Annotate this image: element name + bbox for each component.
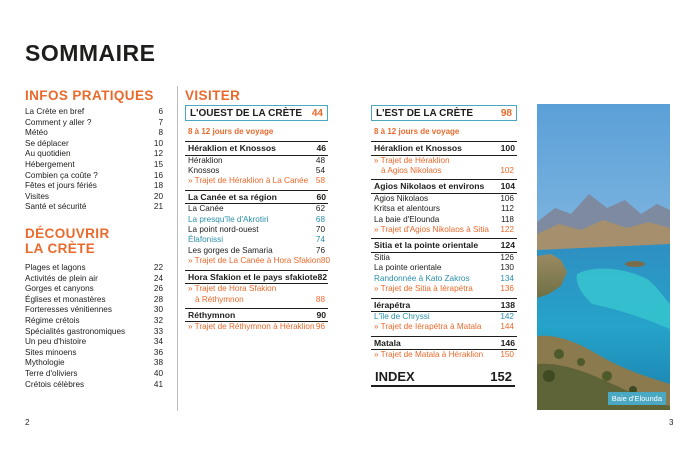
toc-item[interactable]: Gorges et canyons 26 [25, 284, 163, 294]
est-days: 8 à 12 jours de voyage [374, 127, 460, 136]
toc-item[interactable]: Églises et monastères 28 [25, 294, 163, 304]
toc-item[interactable]: Terre d'oliviers 40 [25, 368, 163, 378]
column-divider [177, 86, 178, 411]
toc-item[interactable]: Au quotidien 12 [25, 149, 163, 159]
toc-item[interactable]: Knossos 54 [188, 165, 325, 175]
subsection-header[interactable]: Matala 146 [371, 336, 517, 351]
index-entry[interactable]: INDEX 152 [371, 369, 515, 387]
subsection-header[interactable]: Réthymnon 90 [185, 308, 328, 323]
toc-item[interactable]: Mythologie 38 [25, 358, 163, 368]
toc-item[interactable]: Régime crétois 32 [25, 315, 163, 325]
toc-item[interactable]: Fêtes et jours fériés 18 [25, 181, 163, 191]
bay-photo [537, 104, 670, 410]
toc-item[interactable]: La point nord-ouest 70 [188, 225, 325, 235]
route-item[interactable]: » Trajet de La Canée à Hora Sfakion 80 [188, 256, 331, 266]
route-item[interactable]: » Trajet d'Agios Nikolaos à Sitia 122 [374, 225, 514, 235]
toc-item[interactable]: La pointe orientale 130 [374, 263, 514, 273]
toc-item[interactable]: Forteresses vénitiennes 30 [25, 305, 163, 315]
toc-item[interactable]: Comment y aller ? 7 [25, 117, 163, 127]
toc-item[interactable]: La Canée 62 [188, 204, 325, 214]
page-number-right: 3 [669, 418, 674, 427]
decouvrir-section [25, 226, 163, 390]
route-item[interactable]: » Trajet de Sitia à Iérapétra 136 [374, 284, 514, 294]
highlight-item[interactable]: L'île de Chryssi 142 [374, 312, 514, 322]
bay-illustration [537, 104, 670, 410]
subsection-header[interactable]: Agios Nikolaos et environs 104 [371, 179, 517, 194]
toc-item[interactable]: Sitia 126 [374, 252, 514, 262]
toc-item[interactable]: Plages et lagons 22 [25, 263, 163, 272]
toc-item[interactable]: La baie d'Elounda 118 [374, 214, 514, 224]
ouest-section [185, 105, 331, 333]
page-number-left: 2 [25, 418, 30, 427]
subsection-header[interactable]: Héraklion et Knossos 46 [185, 141, 328, 156]
est-section [371, 105, 517, 361]
toc-item[interactable]: Hébergement 15 [25, 159, 163, 169]
est-region-header[interactable]: L'EST DE LA CRÈTE 98 [371, 105, 517, 121]
ouest-days: 8 à 12 jours de voyage [188, 127, 274, 136]
toc-item[interactable]: Crétois célèbres 41 [25, 379, 163, 389]
toc-item[interactable]: Héraklion 48 [188, 155, 325, 165]
page-title: SOMMAIRE [25, 40, 156, 66]
visiter-heading: VISITER [185, 88, 241, 103]
infos-pratiques-heading: INFOS PRATIQUES [25, 88, 154, 103]
ouest-region-header[interactable]: L'OUEST DE LA CRÈTE 44 [185, 105, 328, 121]
toc-item[interactable]: Combien ça coûte ? 16 [25, 170, 163, 180]
highlight-item[interactable]: Élafonissi 74 [188, 235, 325, 245]
infos-pratiques-section [25, 88, 163, 213]
toc-item[interactable]: Météo 8 [25, 128, 163, 138]
photo-caption: Baie d'Elounda [608, 392, 666, 405]
toc-item[interactable]: Kritsa et alentours 112 [374, 204, 514, 214]
route-item-continued[interactable]: à Agios Nikolaos 102 [381, 165, 514, 175]
toc-item[interactable]: La Crète en bref 6 [25, 107, 163, 116]
toc-item[interactable]: Un peu d'histoire 34 [25, 337, 163, 347]
toc-item[interactable]: Spécialités gastronomiques 33 [25, 326, 163, 336]
subsection-header[interactable]: Iérapétra 138 [371, 298, 517, 313]
toc-item[interactable]: Se déplacer 10 [25, 138, 163, 148]
toc-item[interactable]: Sites minoens 36 [25, 347, 163, 357]
route-item[interactable]: » Trajet de Héraklion à La Canée 58 [188, 176, 325, 186]
route-item-continued[interactable]: à Réthymnon 88 [195, 294, 325, 304]
highlight-item[interactable]: La presqu'île d'Akrotiri 68 [188, 214, 325, 224]
route-item[interactable]: » Trajet de Héraklion [374, 155, 450, 165]
decouvrir-heading: DÉCOUVRIR LA CRÈTE [25, 226, 110, 256]
highlight-item[interactable]: Randonnée à Kato Zakros 134 [374, 273, 514, 283]
route-item[interactable]: » Trajet de Réthymnon à Héraklion 96 [188, 322, 325, 332]
route-item[interactable]: » Trajet de Matala à Héraklion 150 [374, 350, 514, 360]
toc-item[interactable]: Santé et sécurité 21 [25, 202, 163, 212]
subsection-header[interactable]: Hora Sfakion et le pays sfakiote 82 [185, 270, 328, 285]
toc-item[interactable]: Les gorges de Samaria 76 [188, 245, 325, 255]
toc-item[interactable]: Visites 20 [25, 191, 163, 201]
subsection-header[interactable]: Héraklion et Knossos 100 [371, 141, 517, 156]
route-item[interactable]: » Trajet de Iérapétra à Matala 144 [374, 322, 514, 332]
toc-item[interactable]: Activités de plein air 24 [25, 273, 163, 283]
toc-item[interactable]: Agios Nikolaos 106 [374, 193, 514, 203]
subsection-header[interactable]: Sitia et la pointe orientale 124 [371, 238, 517, 253]
route-item[interactable]: » Trajet de Hora Sfakion [188, 284, 277, 294]
subsection-header[interactable]: La Canée et sa région 60 [185, 190, 328, 205]
